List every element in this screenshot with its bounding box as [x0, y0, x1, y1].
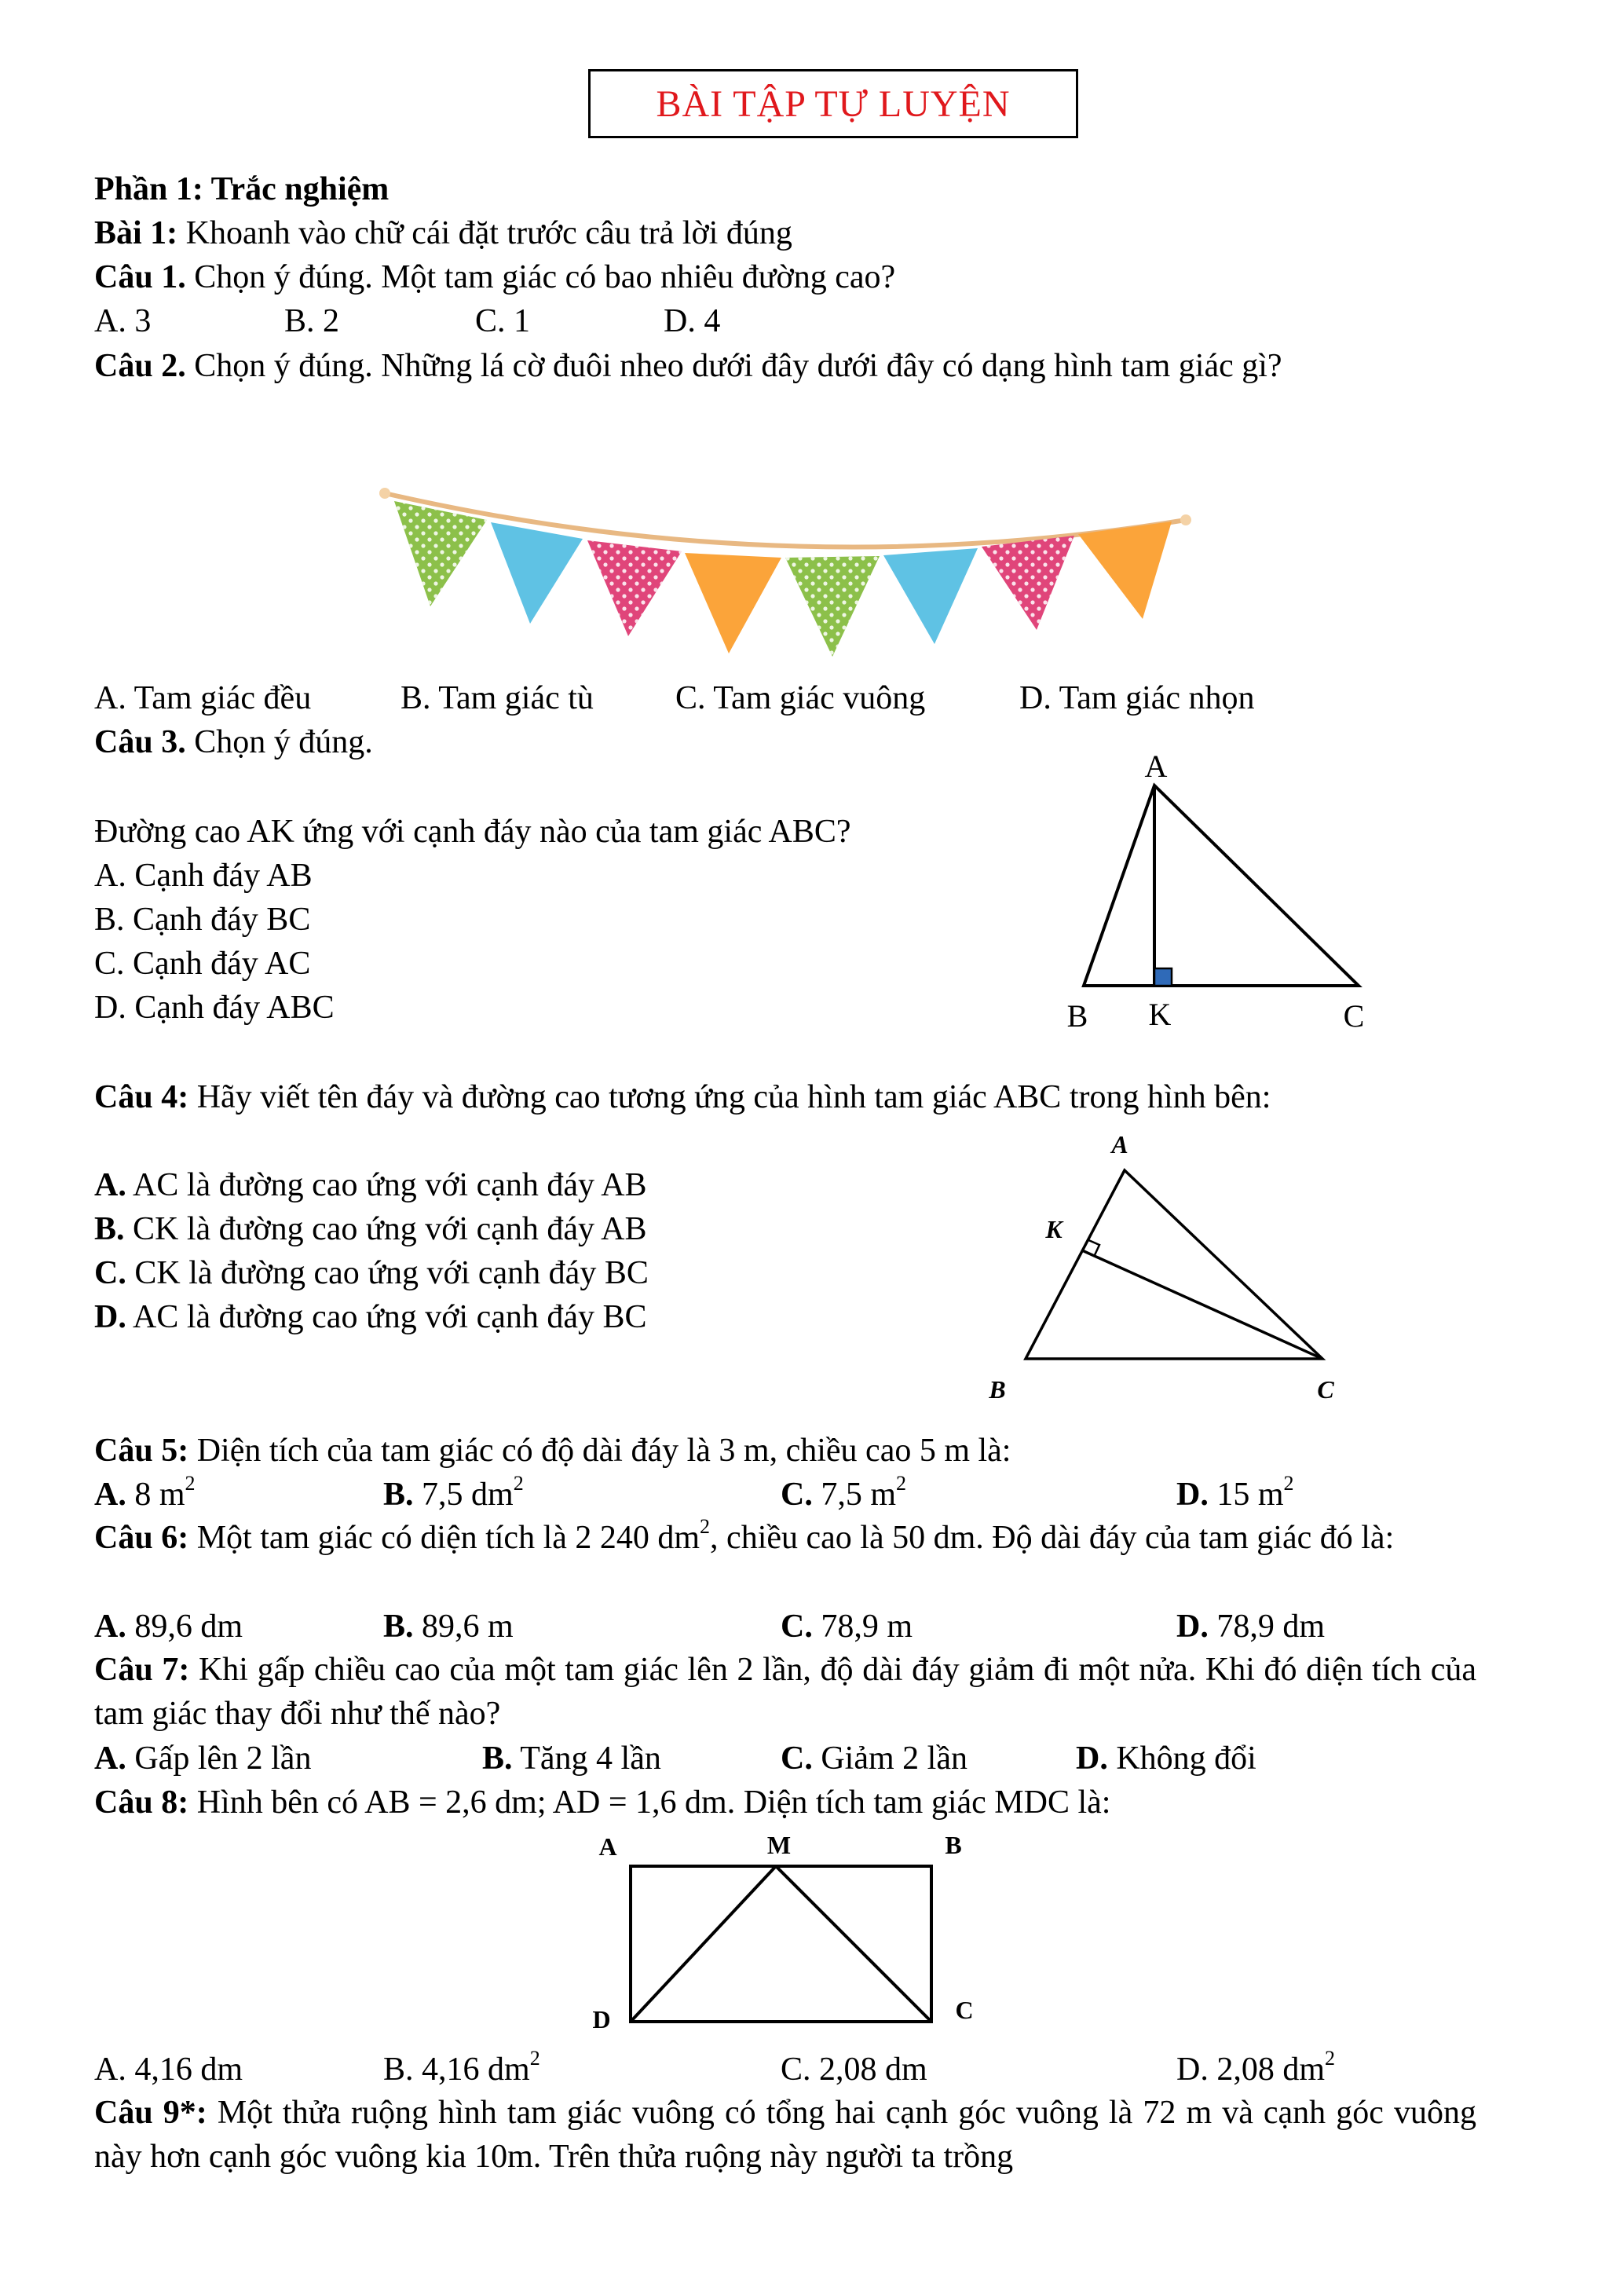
- q2-option-d[interactable]: D. Tam giác nhọn: [1019, 680, 1255, 716]
- vertex-label-c: C: [1317, 1375, 1334, 1404]
- option-text: Gấp lên 2 lần: [126, 1740, 312, 1777]
- q6-option-a[interactable]: [94, 1607, 243, 1646]
- q6-option-c[interactable]: [781, 1607, 913, 1646]
- option-letter: D.: [94, 1299, 126, 1335]
- q5-option-c[interactable]: [781, 1472, 907, 1514]
- q3-option-d[interactable]: D. Cạnh đáy ABC: [94, 990, 335, 1026]
- question-text: Khi gấp chiều cao của một tam giác lên 2 lần, độ dài đáy giảm đi một nửa. Khi đó diện tích của tam giác thay đổi như thế nào?: [94, 1652, 1477, 1732]
- question-text: Một thửa ruộng hình tam giác vuông có tổng hai cạnh góc vuông là 72 m và cạnh góc vuông này hơn cạnh góc vuông kia 10m. Trên thửa ruộng này người ta trồng: [94, 2095, 1476, 2175]
- question-text: Chọn ý đúng. Một tam giác có bao nhiêu đường cao?: [185, 259, 896, 295]
- exercise-1-instruction: [94, 214, 792, 253]
- vertex-label-c: C: [955, 1996, 974, 2024]
- option-letter: B.: [383, 1609, 414, 1645]
- option-letter: C.: [94, 1255, 126, 1291]
- question-label: Câu 3.: [94, 724, 186, 760]
- q8-option-c[interactable]: [781, 2050, 927, 2089]
- vertex-label-b: B: [1066, 998, 1088, 1034]
- q3-option-b[interactable]: B. Cạnh đáy BC: [94, 902, 311, 938]
- rectangle-abcd-figure: [573, 1822, 997, 2050]
- question-text-cont: , chiều cao là 50 dm. Độ dài đáy của tam giác đó là:: [710, 1520, 1395, 1556]
- vertex-label-k: K: [1045, 1215, 1063, 1243]
- question-label: Câu 5:: [94, 1433, 189, 1469]
- option-text: Tăng 4 lần: [512, 1740, 661, 1777]
- option-text: CK là đường cao ứng với cạnh đáy AB: [124, 1211, 647, 1247]
- q1-option-c[interactable]: C. 1: [475, 303, 531, 339]
- flag-1: [394, 501, 487, 606]
- question-label: Câu 7:: [94, 1652, 190, 1688]
- part-heading: [94, 170, 389, 209]
- option-text: CK là đường cao ứng với cạnh đáy BC: [126, 1255, 649, 1291]
- question-label: Câu 8:: [94, 1784, 189, 1821]
- option-letter: A.: [94, 1740, 126, 1777]
- option-letter: A.: [94, 1477, 126, 1513]
- q1-option-b[interactable]: B. 2: [284, 303, 340, 339]
- vertex-label-d: D: [592, 2005, 611, 2033]
- question-label: Câu 4:: [94, 1079, 189, 1115]
- question-1: [94, 258, 895, 297]
- question-2: [94, 344, 1476, 388]
- question-text: Chọn ý đúng.: [185, 724, 373, 760]
- question-6: [94, 1516, 1476, 1560]
- q4-option-b[interactable]: [94, 1210, 647, 1249]
- question-text: Chọn ý đúng. Những lá cờ đuôi nheo dưới đây dưới đây có dạng hình tam giác gì?: [185, 348, 1282, 384]
- flag-8: [1078, 522, 1172, 619]
- vertex-label-a: A: [1111, 1130, 1128, 1158]
- option-text: D. 2,08 dm: [1176, 2052, 1325, 2088]
- q7-option-c[interactable]: [781, 1739, 967, 1778]
- question-4: [94, 1078, 1271, 1117]
- part-label: Phần 1: Trắc nghiệm: [94, 171, 390, 207]
- option-exponent: 2: [185, 1472, 196, 1495]
- option-exponent: 2: [896, 1472, 907, 1495]
- q5-option-a[interactable]: [94, 1472, 196, 1514]
- option-text: 8 m: [126, 1477, 185, 1513]
- option-exponent: 2: [1325, 2047, 1335, 2070]
- option-letter: A.: [94, 1167, 126, 1203]
- flag-2: [491, 522, 583, 624]
- q7-option-a[interactable]: [94, 1739, 311, 1778]
- q3-question-text: Đường cao AK ứng với cạnh đáy nào của tam giác ABC?: [94, 814, 851, 850]
- q2-option-b[interactable]: B. Tam giác tù: [401, 680, 594, 716]
- q6-option-b[interactable]: [383, 1607, 514, 1646]
- option-letter: A.: [94, 1609, 126, 1645]
- question-exponent: 2: [700, 1515, 711, 1538]
- option-text: Không đổi: [1107, 1740, 1256, 1777]
- question-5: [94, 1431, 1011, 1470]
- option-text: C. 2,08 dm: [781, 2052, 927, 2088]
- vertex-label-c: C: [1343, 998, 1365, 1034]
- right-angle-mark: [1154, 968, 1172, 986]
- question-text: Một tam giác có diện tích là 2 240 dm: [188, 1520, 700, 1556]
- q4-option-a[interactable]: [94, 1166, 647, 1205]
- option-text: AC là đường cao ứng với cạnh đáy BC: [126, 1299, 647, 1335]
- vertex-label-k: K: [1148, 997, 1172, 1032]
- question-label: Câu 9*:: [94, 2095, 207, 2131]
- question-3: [94, 723, 373, 762]
- q1-option-a[interactable]: A. 3: [94, 303, 152, 339]
- flag-5: [785, 556, 880, 657]
- question-text: Diện tích của tam giác có độ dài đáy là 3 m, chiều cao 5 m là:: [188, 1433, 1011, 1469]
- option-text: 7,5 m: [812, 1477, 897, 1513]
- q2-option-c[interactable]: C. Tam giác vuông: [675, 680, 926, 716]
- option-letter: B.: [94, 1211, 125, 1247]
- vertex-label-b: B: [945, 1831, 962, 1859]
- triangle-abc-figure-q3: [1052, 750, 1390, 1041]
- option-text: 7,5 dm: [413, 1477, 514, 1513]
- flag-4: [685, 553, 781, 653]
- title-box: [588, 69, 1078, 138]
- option-text: AC là đường cao ứng với cạnh đáy AB: [126, 1167, 647, 1203]
- q2-option-a[interactable]: A. Tam giác đều: [94, 680, 312, 716]
- option-text: B. 4,16 dm: [383, 2052, 530, 2088]
- q6-option-d[interactable]: [1176, 1607, 1325, 1646]
- option-text: 89,6 m: [413, 1609, 514, 1645]
- q3-option-c[interactable]: C. Cạnh đáy AC: [94, 946, 311, 982]
- option-exponent: 2: [529, 2047, 540, 2070]
- exercise-text: Khoanh vào chữ cái đặt trước câu trả lời đúng: [177, 215, 792, 251]
- triangle-abc-figure-q4: [974, 1115, 1351, 1414]
- q7-option-d[interactable]: [1076, 1739, 1256, 1778]
- option-letter: D.: [1076, 1740, 1108, 1777]
- vertex-label-m: M: [766, 1831, 792, 1859]
- option-text: 15 m: [1208, 1477, 1284, 1513]
- option-letter: D.: [1176, 1477, 1209, 1513]
- q5-option-b[interactable]: [383, 1472, 524, 1514]
- question-9: [94, 2091, 1476, 2179]
- option-exponent: 2: [513, 1472, 524, 1495]
- question-text: Hãy viết tên đáy và đường cao tương ứng của hình tam giác ABC trong hình bên:: [188, 1079, 1271, 1115]
- option-letter: C.: [781, 1609, 813, 1645]
- q8-option-b[interactable]: [383, 2047, 540, 2089]
- question-label: Câu 6:: [94, 1520, 189, 1556]
- option-text: 78,9 m: [812, 1609, 913, 1645]
- q8-option-a[interactable]: [94, 2050, 243, 2089]
- option-text: A. 4,16 dm: [94, 2052, 243, 2088]
- option-letter: B.: [482, 1740, 513, 1777]
- question-8: [94, 1783, 1110, 1822]
- q3-option-a[interactable]: A. Cạnh đáy AB: [94, 858, 313, 894]
- question-label: Câu 1.: [94, 259, 186, 295]
- vertex-label-a: A: [1144, 750, 1168, 784]
- question-7: [94, 1648, 1476, 1736]
- option-text: 78,9 dm: [1208, 1609, 1326, 1645]
- exercise-label: Bài 1:: [94, 215, 178, 251]
- q7-option-b[interactable]: [482, 1739, 661, 1778]
- flag-7: [982, 536, 1074, 630]
- bunting-flags-image: [369, 479, 1209, 668]
- option-letter: D.: [1176, 1609, 1209, 1645]
- option-text: Giảm 2 lần: [812, 1740, 967, 1777]
- option-letter: C.: [781, 1740, 813, 1777]
- vertex-label-a: A: [598, 1832, 617, 1861]
- flag-6: [883, 548, 978, 644]
- vertex-label-b: B: [989, 1375, 1006, 1404]
- option-letter: B.: [383, 1477, 414, 1513]
- q4-option-c[interactable]: [94, 1254, 649, 1293]
- option-exponent: 2: [1283, 1472, 1294, 1495]
- page-title: BÀI TẬP TỰ LUYỆN: [656, 82, 1011, 125]
- q8-option-d[interactable]: [1176, 2047, 1335, 2089]
- q5-option-d[interactable]: [1176, 1472, 1294, 1514]
- question-text: Hình bên có AB = 2,6 dm; AD = 1,6 dm. Diện tích tam giác MDC là:: [188, 1784, 1111, 1821]
- question-label: Câu 2.: [94, 348, 186, 384]
- q4-option-d[interactable]: [94, 1298, 647, 1337]
- q1-option-d[interactable]: D. 4: [664, 303, 721, 339]
- option-letter: C.: [781, 1477, 813, 1513]
- flag-3: [587, 540, 682, 636]
- option-text: 89,6 dm: [126, 1609, 243, 1645]
